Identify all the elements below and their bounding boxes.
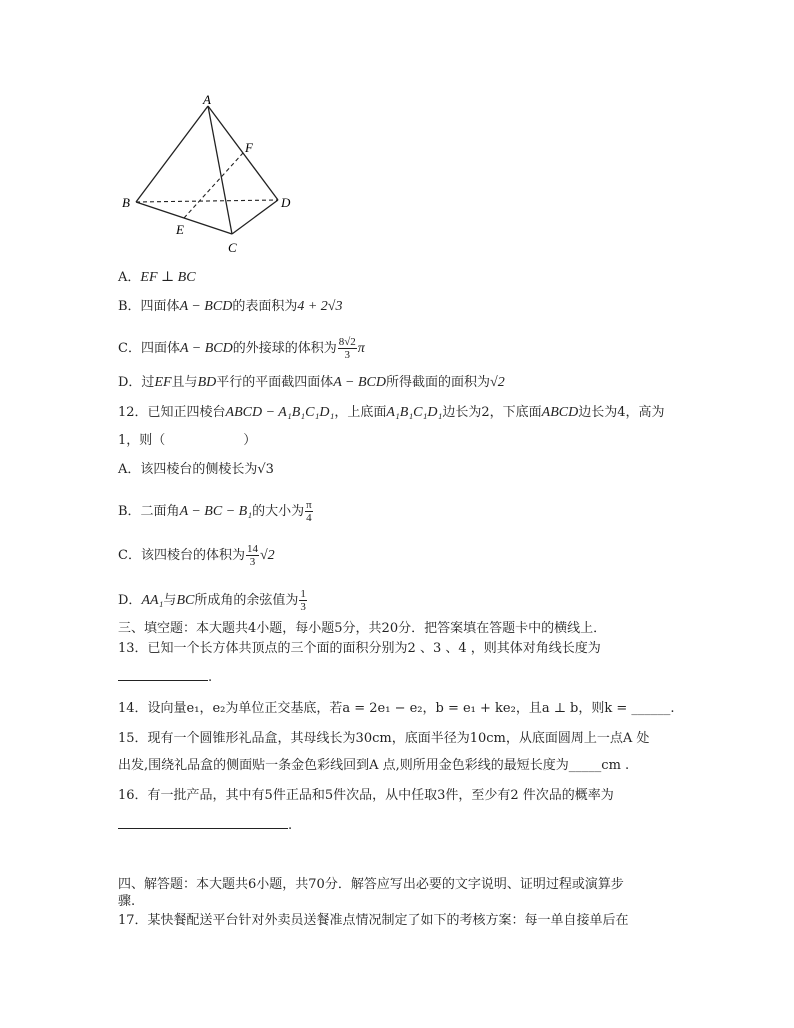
answer-blank[interactable]: [118, 668, 208, 681]
period: .: [288, 818, 293, 833]
option-label: B．二面角: [118, 504, 180, 519]
answer-blank[interactable]: [118, 816, 288, 829]
stem-math: ABCD: [541, 405, 579, 420]
option-text: 所得截面的面积为: [386, 375, 491, 390]
period: .: [208, 670, 213, 685]
option-math: A − BCD: [179, 299, 233, 314]
edge-CD: [232, 200, 278, 234]
edge-AB: [136, 106, 208, 202]
label-A: A: [203, 92, 211, 107]
q17-line1: 17．某快餐配送平台针对外卖员送餐准点情况制定了如下的考核方案：每一单自接单后在: [118, 913, 629, 928]
q12-option-a: A．该四棱台的侧棱长为√3: [118, 462, 274, 477]
label-E: E: [176, 222, 184, 237]
option-label: A．: [118, 270, 141, 285]
option-label: B．四面体: [118, 299, 180, 314]
q16-line1: 16．有一批产品，其中有5件正品和5件次品，从中任取3件，至少有2 件次品的概率为: [118, 788, 614, 803]
option-text: 所成角的余弦值为: [194, 593, 299, 608]
option-math: EF ⊥ BC: [140, 270, 196, 285]
edge-AC: [208, 106, 232, 234]
option-text: 的大小为: [252, 504, 305, 519]
stem-text: ，上底面: [334, 405, 387, 420]
q14-line: 14．设向量e₁，e₂为单位正交基底，若a = 2e₁ − e₂，b = e₁ + ke₂，且a ⊥ b，则k = ______.: [118, 701, 675, 716]
section-4-heading-line2: 骤.: [118, 894, 136, 909]
q12-option-c: [118, 543, 275, 568]
q16-line2: [118, 816, 292, 835]
stem-text: 边长为2，下底面: [442, 405, 542, 420]
q15-line1: 15．现有一个圆锥形礼品盒，其母线长为30cm，底面半径为10cm，从底面圆周上一点A 处: [118, 731, 650, 746]
option-value: 4 + 2√3: [297, 299, 343, 314]
q12-stem-line2: 1，则（ ）: [118, 433, 257, 448]
option-math: EF: [154, 375, 172, 390]
label-F: F: [245, 140, 253, 155]
section-4-heading-line1: 四、解答题：本大题共6小题，共70分．解答应写出必要的文字说明、证明过程或演算步: [118, 877, 624, 892]
fraction: [299, 588, 307, 613]
fraction: [305, 499, 313, 524]
q11-option-a: [118, 269, 196, 287]
tetrahedron-figure: [118, 92, 308, 260]
option-value: √2: [259, 548, 275, 563]
edge-BD-hidden: [136, 200, 278, 202]
q15-line2: 出发,围绕礼品盒的侧面贴一条金色彩线回到A 点,则所用金色彩线的最短长度为_____cm .: [118, 758, 630, 773]
fraction-numerator: π: [306, 499, 312, 511]
q13-line2: [118, 668, 212, 687]
stem-text: 12．已知正四棱台: [118, 405, 226, 420]
option-label: D．: [118, 593, 142, 608]
q13-line1: 13．已知一个长方体共顶点的三个面的面积分别为2 、3 、4 ，则其体对角线长度为: [118, 641, 601, 656]
option-label: C．该四棱台的体积为: [118, 548, 245, 563]
q11-option-b: [118, 298, 342, 316]
option-label: D．过: [118, 375, 155, 390]
q12-stem-line1: [118, 404, 665, 422]
fraction-denominator: 3: [344, 349, 350, 361]
fraction-denominator: 3: [249, 556, 256, 568]
option-text: 的表面积为: [232, 299, 298, 314]
fraction-denominator: 4: [306, 512, 312, 524]
label-D: D: [281, 195, 291, 210]
pi-symbol: π: [357, 341, 365, 356]
fraction-numerator: 8√2: [338, 336, 356, 348]
option-math: A − BCD: [179, 341, 233, 356]
label-C: C: [228, 240, 237, 255]
segment-EF-hidden: [184, 153, 243, 218]
option-math: BC: [176, 593, 195, 608]
stem-math: A₁B₁C₁D₁: [386, 405, 443, 420]
q11-option-d: [118, 374, 505, 392]
option-math: BD: [197, 375, 217, 390]
fraction: [338, 336, 357, 361]
option-text: 平行的平面截四面体: [216, 375, 334, 390]
option-math: A − BC − B₁: [179, 504, 253, 519]
option-label: C．四面体: [118, 341, 180, 356]
stem-text: 边长为4，高为: [578, 405, 665, 420]
fraction-denominator: 3: [300, 601, 306, 613]
option-text: 的外接球的体积为: [232, 341, 337, 356]
stem-math: ABCD − A₁B₁C₁D₁: [225, 405, 335, 420]
label-B: B: [122, 195, 130, 210]
fraction-numerator: 14: [246, 543, 258, 555]
option-text: 且与: [171, 375, 198, 390]
option-text: 与: [163, 593, 177, 608]
option-math: AA₁: [141, 593, 164, 608]
option-math: A − BCD: [333, 375, 386, 390]
section-3-heading: 三、填空题：本大题共4小题，每小题5分，共20分．把答案填在答题卡中的横线上．: [118, 621, 607, 636]
fraction-numerator: 1: [300, 588, 306, 600]
q12-option-b: [118, 499, 314, 524]
fraction: [246, 543, 259, 568]
option-value: √2: [490, 375, 505, 390]
q12-option-d: [118, 588, 308, 613]
q11-option-c: [118, 336, 365, 361]
